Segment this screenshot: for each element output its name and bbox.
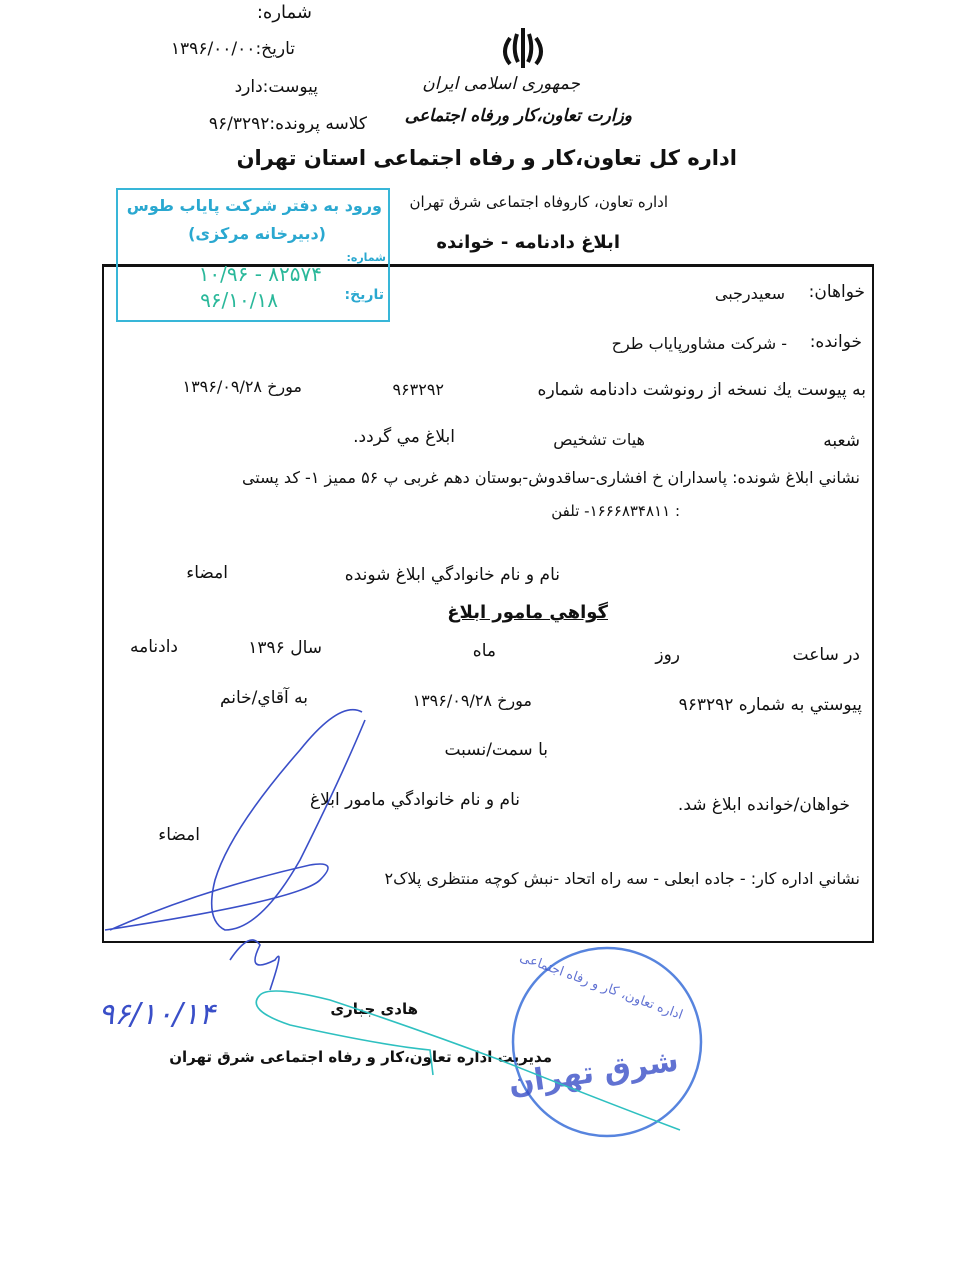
notified-text: ابلاغ مي گردد. (353, 427, 455, 447)
plaintiff-value: سعیدرجبی (714, 284, 785, 303)
attachment-label: پیوست:دارد (234, 77, 318, 97)
seal-text-top: اداره تعاون، کار و رفاه اجتماعی (517, 949, 685, 1024)
notified-confirmation: خواهان/خوانده ابلاغ شد. (677, 795, 850, 815)
verdict-label: دادنامه (130, 637, 178, 657)
subtitle: اداره تعاون، کاروفاه اجتماعی شرق تهران (409, 193, 668, 211)
date-label: تاریخ:۱۳۹۶/۰۰/۰۰ (170, 39, 295, 59)
defendant-label: خوانده: (809, 332, 862, 352)
verdict-date: مورخ ۱۳۹۶/۰۹/۲۸ (182, 377, 302, 396)
received-stamp-line1: ورود به دفتر شرکت پایاب طوس (126, 196, 382, 215)
verdict-number: ۹۶۳۲۹۲ (392, 380, 444, 399)
year-label: سال ۱۳۹۶ (248, 638, 322, 658)
defendant-value: - شرکت مشاورپایاب طرح (611, 334, 787, 353)
received-stamp-line2: (دبیرخانه مرکزی) (188, 224, 326, 243)
recipient-phone: : ۱۶۶۶۸۳۴۸۱۱- تلفن (551, 502, 680, 520)
attached-number: پيوستي به شماره ۹۶۳۲۹۲ (678, 695, 862, 715)
branch-label: شعبه (823, 431, 860, 451)
received-stamp-date-label: تاریخ: (344, 287, 384, 303)
handwritten-date: ۹۶/۱۰/۱۴ (98, 997, 215, 1032)
recipient-address: نشاني ابلاغ شونده: پاسداران خ افشاری-ساقدوش-بوستان دهم غربی پ ۵۶ ممیز ۱- کد پستی (241, 468, 860, 487)
officer-signature-label: امضاء (158, 825, 200, 845)
signer-name: هادی جباری (330, 1000, 418, 1018)
case-number-label: کلاسه پرونده:۹۶/۳۲۹۲ (208, 114, 367, 134)
certificate-date: مورخ ۱۳۹۶/۰۹/۲۸ (412, 691, 532, 710)
officer-name-label: نام و نام خانوادگي مامور ابلاغ (310, 790, 520, 810)
page-title: اداره کل تعاون،کار و رفاه اجتماعی استان تهران (236, 146, 737, 170)
received-stamp-number-label: شماره: (346, 251, 386, 264)
position-label: با سمت/نسبت (444, 740, 548, 760)
received-stamp-date: ۹۶/۱۰/۱۸ (200, 288, 278, 312)
plaintiff-label: خواهان: (808, 282, 865, 302)
seal-text-center: شرق تهران (506, 1043, 681, 1102)
day-label: روز (655, 645, 680, 665)
at-hour-label: در ساعت (792, 645, 860, 665)
number-label: شماره: (256, 2, 312, 23)
attach-text: به پیوست يك نسخه از رونوشت دادنامه شماره (537, 380, 866, 400)
emblem-text-ministry: وزارت تعاون،کار ورفاه اجتماعی (404, 106, 632, 126)
document-title: ابلاغ دادنامه - خوانده (436, 232, 620, 253)
certificate-title: گواهي مامور ابلاغ (447, 602, 608, 623)
emblem-text-republic: جمهوری اسلامی ایران (422, 74, 580, 94)
signer-title: مدیریت اداره تعاون،کار و رفاه اجتماعی شرق تهران (169, 1048, 552, 1066)
received-stamp-number: ۸۲۵۷۴ - ۱۰/۹۶ (198, 262, 322, 286)
recipient-name-label: نام و نام خانوادگي ابلاغ شونده (344, 565, 560, 585)
office-address: نشاني اداره کار: - جاده ابعلی - سه راه اتحاد -نبش کوچه منتظری پلاک۲ (384, 869, 860, 888)
month-label: ماه (472, 641, 496, 661)
received-stamp (116, 188, 390, 322)
branch-value: هیات تشخیص (553, 430, 645, 449)
recipient-signature-label: امضاء (186, 563, 228, 583)
to-person-label: به آقاي/خانم (219, 688, 308, 708)
